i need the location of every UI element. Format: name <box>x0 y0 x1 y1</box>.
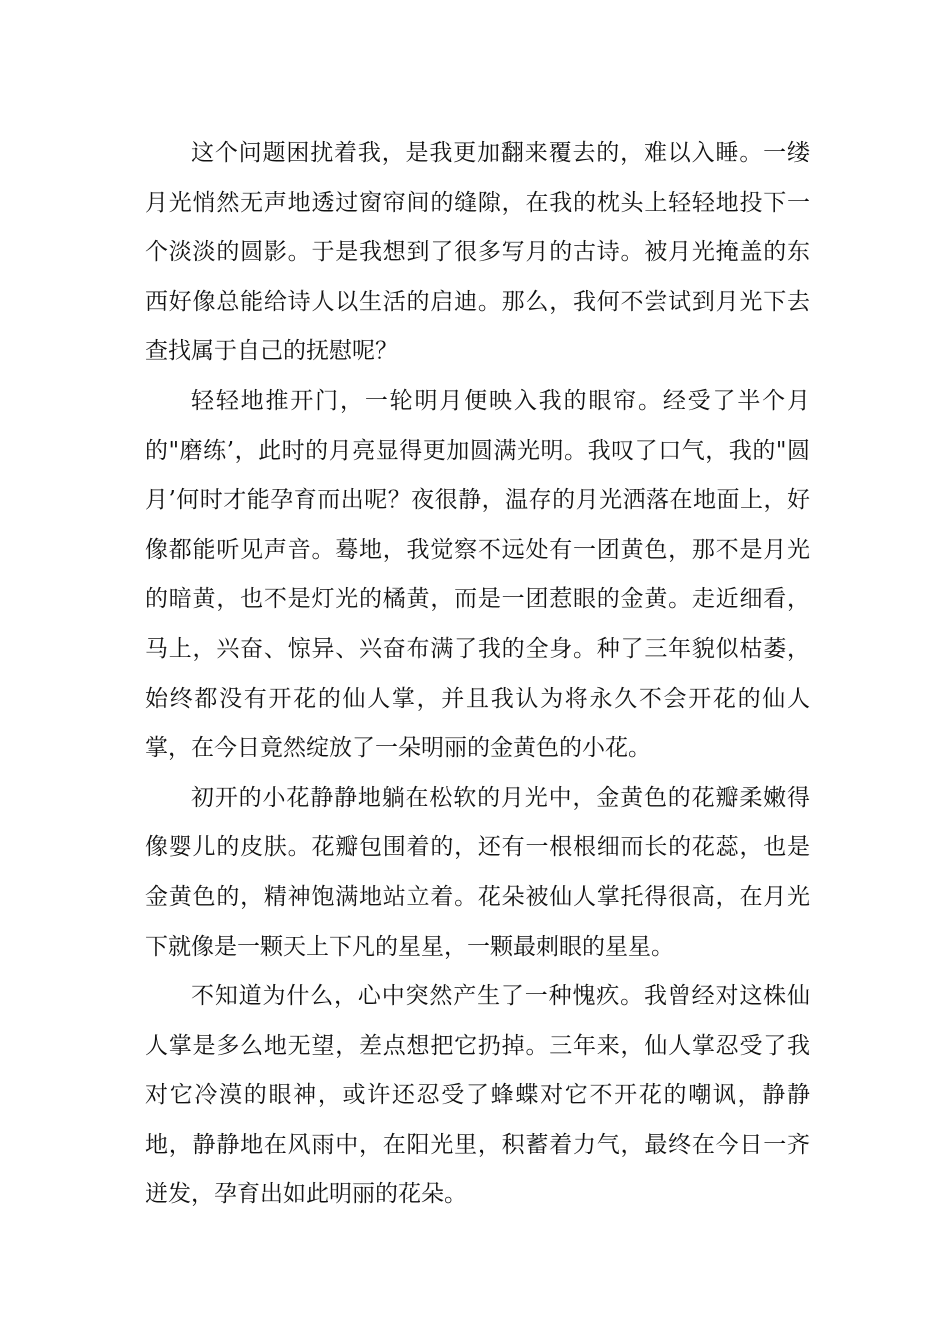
paragraph-2: 轻轻地推开门，一轮明月便映入我的眼帘。经受了半个月的"磨练’，此时的月亮显得更加圆满光明。我叹了口气，我的"圆月’何时才能孕育而出呢？夜很静，温存的月光洒落在地面上，好像都能听见声音。蓦地，我觉察不远处有一团黄色，那不是月光的暗黄，也不是灯光的橘黄，而是一团惹眼的金黄。走近细看，马上，兴奋、惊异、兴奋布满了我的全身。种了三年貌似枯萎，始终都没有开花的仙人掌，并且我认为将永久不会开花的仙人掌，在今日竟然绽放了一朵明丽的金黄色的小花。 <box>145 387 810 762</box>
document-body <box>145 129 810 1220</box>
paragraph-3: 初开的小花静静地躺在松软的月光中，金黄色的花瓣柔嫩得像婴儿的皮肤。花瓣包围着的，还有一根根细而长的花蕊，也是金黄色的，精神饱满地站立着。花朵被仙人掌托得很高，在月光下就像是一颗天上下凡的星星，一颗最刺眼的星星。 <box>145 784 810 960</box>
paragraph-4: 不知道为什么，心中突然产生了一种愧疚。我曾经对这株仙人掌是多么地无望，差点想把它扔掉。三年来，仙人掌忍受了我对它冷漠的眼神，或许还忍受了蜂蝶对它不开花的嘲讽，静静地，静静地在风雨中，在阳光里，积蓄着力气，最终在今日一齐迸发，孕育出如此明丽的花朵。 <box>145 983 810 1208</box>
paragraph-1: 这个问题困扰着我，是我更加翻来覆去的，难以入睡。一缕月光悄然无声地透过窗帘间的缝隙，在我的枕头上轻轻地投下一个淡淡的圆影。于是我想到了很多写月的古诗。被月光掩盖的东西好像总能给诗人以生活的启迪。那么，我何不尝试到月光下去查找属于自己的抚慰呢？ <box>145 140 810 365</box>
